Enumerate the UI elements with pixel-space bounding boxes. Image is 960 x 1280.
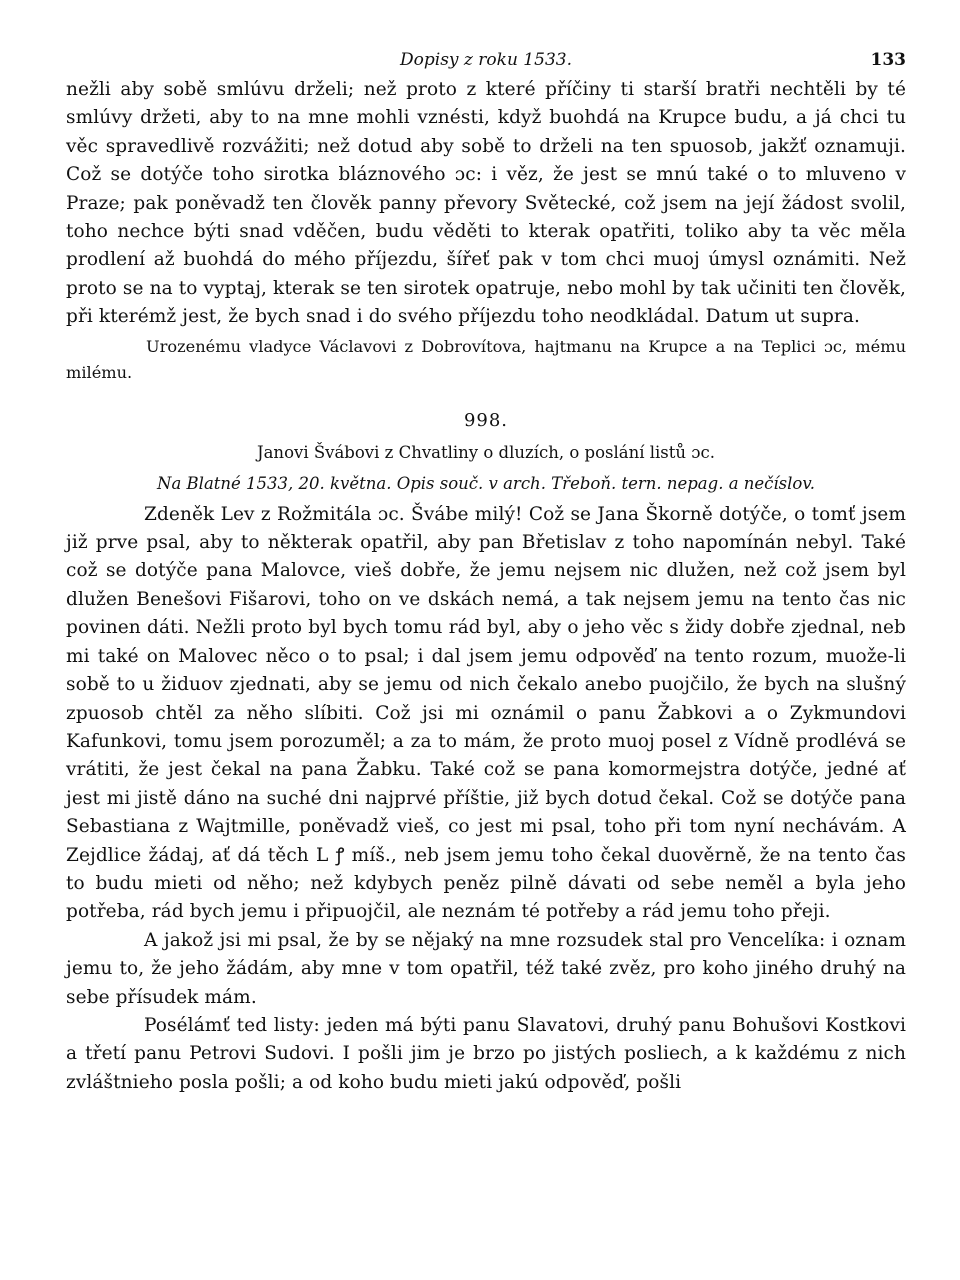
letter-paragraph: Posélámť ted listy: jeden má býti panu Slavatovi, druhý panu Bohušovi Kostkovi a třetí panu Petrovi Sudovi. I pošli jim je brzo po jistých posliech, a k každému z nich zvláštnieho posla pošli; a od koho budu mieti jakú odpověď, pošli [66,1014,906,1093]
document-number: 998. [463,409,509,431]
document-source: Na Blatné 1533, 20. května. Opis souč. v arch. Třeboň. tern. nepag. a nečíslov. [157,473,815,493]
previous-letter-address: Urozenému vladyce Václavovi z Dobrovítova, hajtmanu na Krupce a na Teplici ɔc, mému milému. [66,336,906,382]
page-number: 133 [870,50,906,70]
letter-paragraph: Zdeněk Lev z Rožmitála ɔc. Švábe milý! Což se Jana Škorně dotýče, o tomť jsem již prve psal, aby to některak opatřil, aby pan Břetislav z toho napomínán nebyl. Také což se dotýče pana Malovce, vieš dobře, že jemu nejsem nic dlužen, než což jsem byl dlužen Benešovi Fišarovi, toho on ve dskách nemá, a tak nejsem jemu na tento čas nic povinen dáti. Nežli proto byl bych tomu rád byl, aby o jeho věc s židy dobře zjednal, neb mi také on Malovec něco o to psal; i dal jsem jemu odpověď na tento rozum, muože-li sobě to u židuov zjednati, aby se jemu od nich čekalo anebo puojčilo, že bych na slušný zpuosob chtěl za něho slíbiti. Což jsi mi oznámil o panu Žabkovi a o Zykmundovi Kafunkovi, tomu jsem porozuměl; a za to mám, že proto muoj posel z Vídně prodlévá se vrátiti, že jest čekal na pana Žabku. Také což se pana komormejstra dotýče, jedné ať jest mi jistě dáno na suché dni najprvé příštie, již bych dotud čekal. Což se dotýče pana Sebastiana z Wajtmille, poněvadž vieš, co jest mi psal, toho při tom nyní nechávám. A Zejdlice žádaj, ať dá těch L ꝭ míš., neb jsem jemu toho čekal duověrně, že na tento čas to budu mieti od něho; než kdybych peněz pilně dávati od sebe neměl a byla jeho potřeba, rád bych jemu i připuojčil, ale neznám té potřeby a rád jemu toho přeji. [66,503,906,923]
running-head-title: Dopisy z roku 1533. [400,50,572,70]
book-page [66,40,906,1097]
document-summary: Janovi Švábovi z Chvatliny o dluzích, o poslání listů ɔc. [256,442,715,462]
previous-letter-text: nežli aby sobě smlúvu drželi; než proto z které příčiny ti starší bratři nechtěli by té smlúvy držeti, aby to na mne mohli vznésti, když buohdá na Krupce budu, a já chci tu věc spravedlivě rozvážiti; než dotud aby sobě to drželi na ten spuosob, jakžť oznamuji. Což se dotýče toho sirotka bláznového ɔc: i věz, že jest se mnú také o to mluveno v Praze; pak poněvadž ten člověk panny převory Světecké, což jsem na její žádost svolil, toho nechce býti snad vděčen, budu věděti to kterak opatřiti, toliko aby ta věc měla prodlení až buohdá do mého příjezdu, šířeť pak v tom chci muoj úmysl oznámiti. Než proto se na to vyptaj, kterak se ten sirotek opatruje, nebo mohl by tak učiniti ten člověk, při kterémž jest, že bych snad i do svého příjezdu toho neodkládal. Datum ut supra. [66,79,906,328]
running-head [66,40,906,76]
letter-body [66,501,906,1098]
letter-paragraph: A jakož jsi mi psal, že by se nějaký na mne rozsudek stal pro Vencelíka: i oznam jemu to, že jeho žádám, aby mne v tom opatřil, též také zvěz, pro koho jiného druhý na sebe přísudek mám. [66,929,906,1008]
